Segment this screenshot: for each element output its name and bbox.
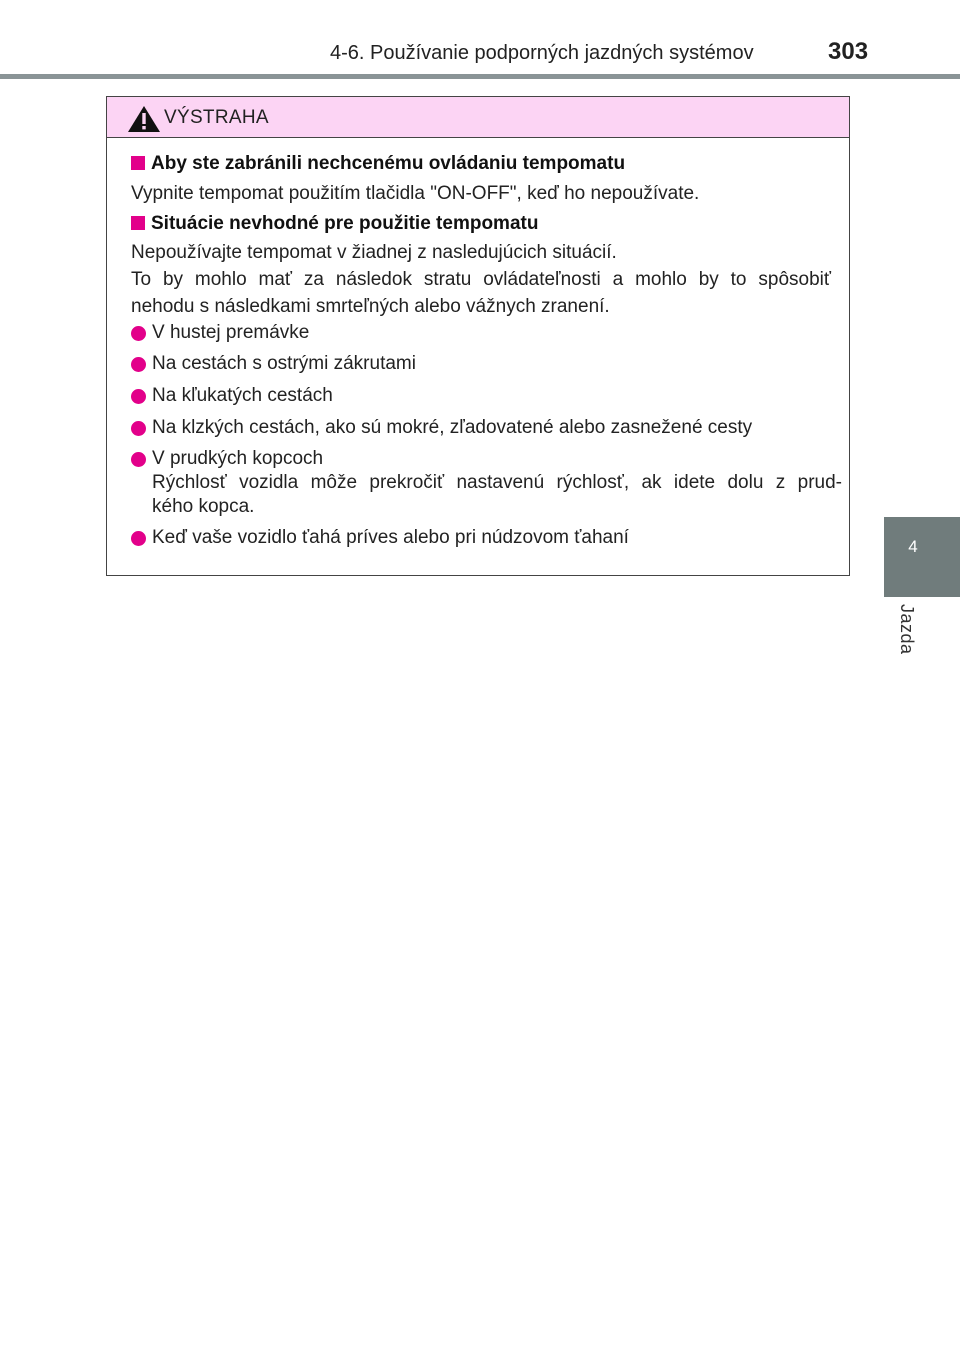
warning-title: VÝSTRAHA (164, 107, 269, 128)
warning-header (107, 97, 849, 138)
section-heading: Aby ste zabránili nechcenému ovládaniu tempomatu (131, 153, 625, 175)
section-paragraph: Vypnite tempomat použitím tlačidla "ON-OFF", keď ho nepoužívate. (131, 183, 700, 204)
round-bullet-icon (131, 357, 146, 372)
square-bullet-icon (131, 156, 145, 170)
page-number: 303 (828, 38, 869, 65)
square-bullet-icon (131, 216, 145, 230)
round-bullet-icon (131, 389, 146, 404)
section-paragraph: Nepoužívajte tempomat v žiadnej z nasledujúcich situácií. To by mohlo mať za následok stratu ovládateľnosti a mohlo by to spôsobiť nehodu s následkami smrteľných alebo vážnych zranení. (131, 242, 831, 317)
round-bullet-icon (131, 326, 146, 341)
round-bullet-icon (131, 421, 146, 436)
round-bullet-icon (131, 452, 146, 467)
header-rule (0, 74, 960, 79)
chapter-number: 4 (908, 537, 918, 556)
round-bullet-icon (131, 531, 146, 546)
chapter-tab[interactable] (884, 517, 960, 597)
section-title: 4-6. Používanie podporných jazdných systémov (330, 42, 754, 64)
warning-triangle-icon (127, 105, 161, 133)
chapter-label: Jazda (897, 604, 917, 655)
section-heading: Situácie nevhodné pre použitie tempomatu (131, 213, 538, 235)
warning-box: VÝSTRAHA Aby ste zabránili nechcenému ovládaniu tempomatu Vypnite tempomat použitím tlačidla "ON-OFF", keď ho nepoužívate. Situácie nevhodné pre použitie tempomatu Nepoužívajte tempomat v žiadnej z nasledujúcich situácií. To by mohlo mať za následok stratu ovládateľnosti a mohlo by to spôsobiť nehodu s následkami smrteľných alebo vážnych zranení. V hustej premávke Na cestách s ostrými zákrutami Na kľukatých cestách Na klzkých cestách, ako sú mokré, zľadovatené alebo zasnežené cesty V prudkých kopcoch Rýchlosť vozidla môže prekročiť nastavenú rýchlosť, ak idete dolu z prud- kého kopca. Keď vaše vozidlo ťahá príves alebo pri núdzovom ťahaní (106, 96, 850, 576)
